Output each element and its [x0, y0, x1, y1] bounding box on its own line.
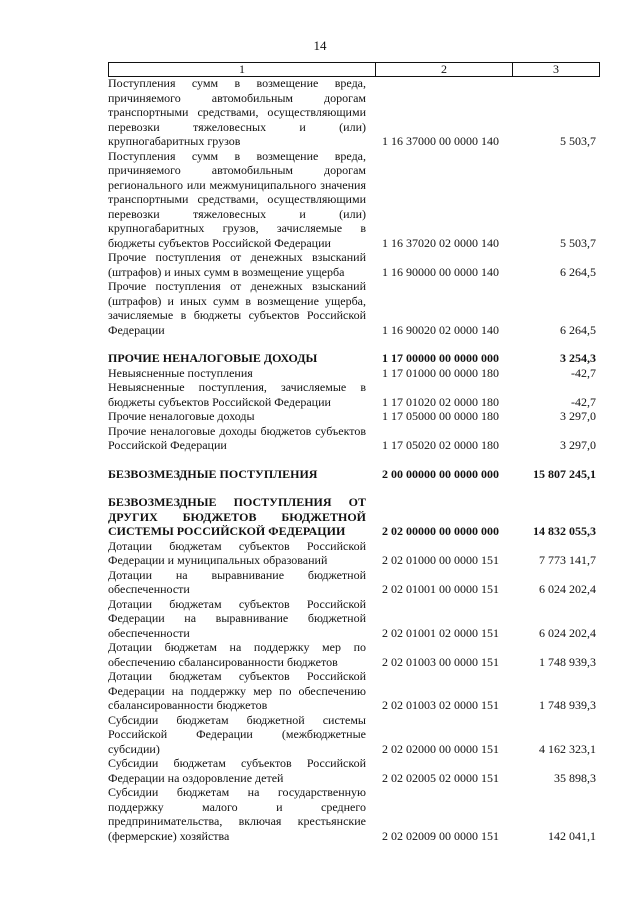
- table-row: [108, 669, 598, 713]
- table-row: [108, 279, 598, 337]
- row-value: 142 041,1: [548, 828, 596, 843]
- row-value: -42,7: [571, 365, 596, 380]
- page-number: 14: [313, 38, 327, 53]
- row-name: Поступления сумм в возмещение вреда, причиняемого автомобильным дорогам регионального или межмуниципального значения транспортными средствами, осуществляющими перевозки тяжеловесных и (или) крупногабаритных грузов, зачисляемые в бюджеты субъектов Российской Федерации: [108, 148, 366, 250]
- row-value: 14 832 055,3: [533, 524, 596, 538]
- row-name: ПРОЧИЕ НЕНАЛОГОВЫЕ ДОХОДЫ: [108, 351, 318, 365]
- row-code: 1 17 05020 02 0000 180: [382, 438, 499, 452]
- table-row: [108, 424, 598, 453]
- row-code: 1 17 05000 00 0000 180: [382, 409, 499, 423]
- table-row: [108, 568, 598, 597]
- table-row: [108, 495, 598, 539]
- table-header: [108, 62, 600, 77]
- row-name: Невыясненные поступления: [108, 365, 253, 380]
- row-code: 2 02 00000 00 0000 000: [382, 524, 499, 538]
- table-row: [108, 539, 598, 568]
- column-header-2: 2: [376, 63, 513, 76]
- row-name: Невыясненные поступления, зачисляемые в бюджеты субъектов Российской Федерации: [108, 380, 366, 409]
- row-code: 2 02 01001 00 0000 151: [382, 582, 499, 596]
- row-value: 15 807 245,1: [533, 466, 596, 481]
- table-body: [108, 76, 598, 843]
- row-name: Субсидии бюджетам на государственную поддержку малого и среднего предпринимательства, включая крестьянские (фермерские) хозяйства: [108, 785, 366, 843]
- row-code: 1 16 90020 02 0000 140: [382, 322, 499, 337]
- row-code: 2 02 01000 00 0000 151: [382, 553, 499, 567]
- row-value: 3 254,3: [560, 351, 596, 365]
- row-code: 2 00 00000 00 0000 000: [382, 466, 499, 481]
- row-name: Дотации бюджетам субъектов Российской Федерации на выравнивание бюджетной обеспеченности: [108, 596, 366, 640]
- row-name: Прочие поступления от денежных взысканий (штрафов) и иных сумм в возмещение ущерба: [108, 250, 366, 279]
- table-row: [108, 149, 598, 251]
- row-value: 35 898,3: [554, 770, 596, 785]
- row-value: 7 773 141,7: [539, 553, 596, 567]
- row-code: 2 02 02000 00 0000 151: [382, 741, 499, 756]
- table-row: [108, 713, 598, 757]
- row-code: 1 16 90000 00 0000 140: [382, 264, 499, 279]
- row-name: Прочие поступления от денежных взысканий (штрафов) и иных сумм в возмещение ущерба, зачисляемые в бюджеты субъектов Российской Федерации: [108, 279, 366, 337]
- row-name: Прочие неналоговые доходы: [108, 409, 255, 423]
- table-row: [108, 250, 598, 279]
- row-code: 2 02 02005 02 0000 151: [382, 770, 499, 785]
- row-name: БЕЗВОЗМЕЗДНЫЕ ПОСТУПЛЕНИЯ: [108, 466, 318, 481]
- column-header-1: 1: [109, 63, 376, 76]
- row-value: 3 297,0: [560, 438, 596, 452]
- row-value: 5 503,7: [560, 235, 596, 250]
- row-code: 2 02 01001 02 0000 151: [382, 625, 499, 640]
- row-value: 6 264,5: [560, 322, 596, 337]
- row-value: 6 264,5: [560, 264, 596, 279]
- table-row: [108, 756, 598, 785]
- row-name: Субсидии бюджетам бюджетной системы Российской Федерации (межбюджетные субсидии): [108, 712, 366, 756]
- row-spacer: [108, 337, 598, 351]
- table-row: [108, 785, 598, 843]
- row-name: Дотации бюджетам субъектов Российской Федерации и муниципальных образований: [108, 538, 366, 567]
- row-spacer: [108, 453, 598, 467]
- column-header-3: 3: [553, 62, 559, 76]
- row-value: 1 748 939,3: [539, 654, 596, 669]
- table-row: [108, 351, 598, 366]
- table-row: [108, 380, 598, 409]
- row-name: Прочие неналоговые доходы бюджетов субъектов Российской Федерации: [108, 423, 366, 452]
- table-row: [108, 467, 598, 482]
- row-name: Дотации бюджетам на поддержку мер по обеспечению сбалансированности бюджетов: [108, 640, 366, 669]
- row-code: 1 17 01000 00 0000 180: [382, 365, 499, 380]
- row-value: 1 748 939,3: [539, 698, 596, 712]
- row-value: -42,7: [571, 394, 596, 409]
- row-name: Дотации бюджетам субъектов Российской Федерации на поддержку мер по обеспечению сбалансированности бюджетов: [108, 669, 366, 712]
- row-name: Субсидии бюджетам субъектов Российской Федерации на оздоровление детей: [108, 756, 366, 785]
- table-row: [108, 366, 598, 381]
- row-name: БЕЗВОЗМЕЗДНЫЕ ПОСТУПЛЕНИЯ ОТ ДРУГИХ БЮДЖЕТОВ БЮДЖЕТНОЙ СИСТЕМЫ РОССИЙСКОЙ ФЕДЕРАЦИИ: [108, 495, 366, 538]
- row-code: 2 02 01003 00 0000 151: [382, 654, 499, 669]
- table-row: [108, 640, 598, 669]
- table-row: [108, 597, 598, 641]
- row-name: Дотации на выравнивание бюджетной обеспеченности: [108, 567, 366, 596]
- row-name: Поступления сумм в возмещение вреда, причиняемого автомобильным дорогам транспортными средствами, осуществляющими перевозки тяжеловесных и (или) крупногабаритных грузов: [108, 76, 366, 148]
- row-value: 6 024 202,4: [539, 582, 596, 596]
- row-value: 3 297,0: [560, 409, 596, 423]
- table-row: [108, 409, 598, 424]
- row-code: 1 16 37000 00 0000 140: [382, 134, 499, 148]
- row-code: 2 02 01003 02 0000 151: [382, 698, 499, 712]
- row-value: 5 503,7: [560, 134, 596, 148]
- row-code: 1 17 00000 00 0000 000: [382, 351, 499, 365]
- row-code: 1 16 37020 02 0000 140: [382, 235, 499, 250]
- row-code: 1 17 01020 02 0000 180: [382, 394, 499, 409]
- table-row: [108, 76, 598, 149]
- row-spacer: [108, 481, 598, 495]
- row-value: 4 162 323,1: [539, 741, 596, 756]
- row-value: 6 024 202,4: [539, 625, 596, 640]
- row-code: 2 02 02009 00 0000 151: [382, 828, 499, 843]
